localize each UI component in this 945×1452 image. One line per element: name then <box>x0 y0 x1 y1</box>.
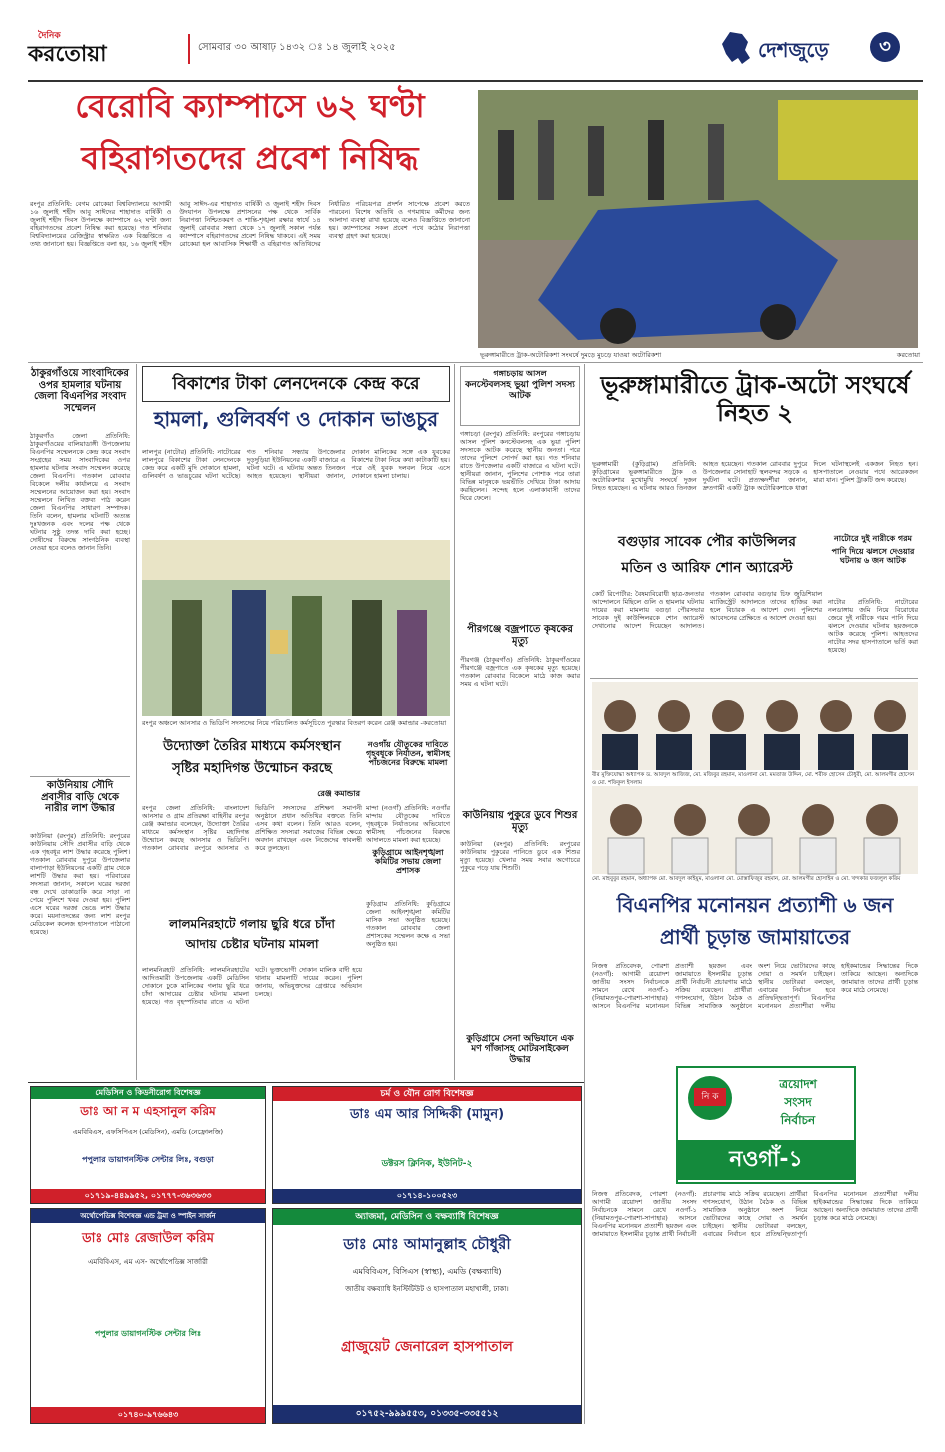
range-body: রংপুর জেলা প্রতিনিধি: বাংলাদেশ আনসার ও গ্রাম প্রতিরক্ষা বাহিনীর রংপুর রেঞ্জ কমান্ডার বলেছেন, উদ্যোক্তা তৈরির মাধ্যমে কর্মসংস্থান সৃষ্টির মহাদিগন্ত উন্মোচন করছে আনসার ও ভিডিপি। গতকাল রোববার রংপুরে আনসার ও ভিডিপি সদস্যদের প্রশিক্ষণ সমাপনী অনুষ্ঠানে প্রধান অতিথির বক্তব্যে তিনি এসব কথা বলেন। তিনি আরও বলেন, প্রশিক্ষিত সদস্যরা সমাজের বিভিন্ন ক্ষেত্রে অবদান রাখছেন এবং নিজেদের স্বাবলম্বী করে তুলছেন। <box>142 804 362 852</box>
ad3-hospital: পপুলার ডায়াগনস্টিক সেন্টার লিঃ <box>94 1329 202 1338</box>
kaunia-headline: কাউনিয়ায় সৌদি প্রবাসীর বাড়ি থেকে নারীর লাশ উদ্ধার <box>41 780 119 814</box>
bangladesh-map-icon <box>720 30 754 66</box>
ansar-vdp-event-illustration <box>142 540 450 716</box>
section-title: দেশজুড়ে <box>758 38 829 62</box>
thakurgaon-body: ঠাকুরগাঁও জেলা প্রতিনিধি: ঠাকুরগাঁওয়ের বালিয়াডাঙ্গী উপজেলায় বিএনপির সম্মেলনকে কেন্দ্র করে সংবাদ সংগ্রহের সময় সাংবাদিকের ওপর হামলার ঘটনায় সংবাদ সম্মেলন করেছে জেলা বিএনপি। গতকাল রোববার বিকেলে দলীয় কার্যালয়ে এ সংবাদ সম্মেলনের আয়োজন করা হয়। সংবাদ সম্মেলনে লিখিত বক্তব্য পাঠ করেন জেলা বিএনপির সাধারণ সম্পাদক। তিনি বলেন, হামলার ঘটনাটি অত্যন্ত দুঃখজনক এবং দলের পক্ষ থেকে ঘটনার সুষ্ঠু তদন্ত দাবি করা হচ্ছে। দোষীদের বিরুদ্ধে সাংগঠনিক ব্যবস্থা নেওয়া হবে বলেও জানান তিনি। <box>30 432 130 552</box>
portrait-caption-2: মো. মাহবুবুর রহমান, অধ্যাপক মো. আবদুল কাইয়ুম, মাওলানা মো. মোস্তাফিজুর রহমান, মো. আলমগীর হোসাইন ও মো. খন্দকার ফজলুল করিম <box>592 876 901 882</box>
bogura-headline-1: বগুড়ার সাবেক পৌর কাউন্সিলর <box>618 534 796 550</box>
lead-headline-1: বেরোবি ক্যাম্পাসে ৬২ ঘণ্টা <box>75 87 425 125</box>
pirganj-body: পীরগঞ্জ (ঠাকুরগাঁও) প্রতিনিধি: ঠাকুরগাঁওয়ের পীরগঞ্জে বজ্রপাতে এক কৃষকের মৃত্যু হয়েছে। গতকাল রোববার বিকেলে মাঠে কাজ করার সময় এ ঘটনা ঘটে। <box>460 656 580 688</box>
ad1-phone[interactable]: ০১৭১৯-৪৪৯৯৫২, ০১৭৭৭-৩৬৩৬৩৩ <box>31 1189 265 1203</box>
bikash-headline-1: বিকাশের টাকা লেনদেনকে কেন্দ্র করে <box>172 374 420 394</box>
ad-kidney-specialist[interactable] <box>30 1086 266 1204</box>
jamaat-body: নিজস্ব প্রতিবেদক, পোরশা (নওগাঁ): আগামী ত্রয়োদশ জাতীয় সংসদ নির্বাচনকে সামনে রেখে নওগাঁ-১ (নিয়ামতপুর-পোরশা-সাপাহার) আসনে বিএনপির মনোনয়ন প্রত্যাশী ছয়জন এবং জামায়াতে ইসলামীর চূড়ান্ত প্রার্থী নির্বাচনী প্রচারণায় মাঠে সক্রিয় রয়েছেন। প্রার্থীরা গণসংযোগ, উঠান বৈঠক ও বিভিন্ন সামাজিক অনুষ্ঠানে অংশ নিয়ে ভোটারদের কাছে দোয়া ও সমর্থন চাইছেন। স্থানীয় ভোটাররা বলছেন, এবারের নির্বাচন হবে প্রতিদ্বন্দ্বিতাপূর্ণ। বিএনপির মনোনয়ন প্রত্যাশীরা দলীয় হাইকমান্ডের সিদ্ধান্তের দিকে তাকিয়ে আছেন। অন্যদিকে জামায়াত তাদের প্রার্থী চূড়ান্ত করে মাঠে নেমেছে। <box>592 962 918 1010</box>
bogura-body: কোর্ট রিপোর্টার: বৈষম্যবিরোধী ছাত্র-জনতার আন্দোলনে মিছিলে গুলি ও হামলার ঘটনায় দায়ের করা মামলায় বগুড়া পৌরসভার সাবেক দুই কাউন্সিলরকে শোন অ্যারেস্ট দেখানোর আদেশ দিয়েছেন আদালত। গতকাল রোববার বগুড়ার চিফ জুডিশিয়াল ম্যাজিস্ট্রেট আদালতে তাদের হাজির করা হলে বিচারক এ আদেশ দেন। পুলিশের আবেদনের প্রেক্ষিতে এ আদেশ দেওয়া হয়। <box>592 590 822 630</box>
lead-body: রংপুর প্রতিনিধি: বেগম রোকেয়া বিশ্ববিদ্যালয়ে আগামী ১৬ জুলাই শহীদ আবু সাঈদের শাহাদাত বার্ষিকী ও জুলাই শহীদ দিবস উপলক্ষে ক্যাম্পাসে ৬২ ঘণ্টা জন্য বহিরাগতদের প্রবেশ নিষিদ্ধ করা হয়েছে। গত শনিবার বিশ্ববিদ্যালয়ের রেজিস্ট্রার স্বাক্ষরিত এক বিজ্ঞপ্তিতে এ তথ্য জানানো হয়। বিজ্ঞপ্তিতে বলা হয়, ১৬ জুলাই শহীদ আবু সাঈদ-এর শাহাদাত বার্ষিকী ও জুলাই শহীদ দিবস উদযাপন উপলক্ষে প্রশাসনের পক্ষ থেকে সার্বিক নিরাপত্তা নিশ্চিতকরণ ও শান্তি-শৃঙ্খলা রক্ষার স্বার্থে ১৪ জুলাই রোববার সন্ধ্যা থেকে ১৭ জুলাই সকাল পর্যন্ত ক্যাম্পাসে বহিরাগতদের প্রবেশ নিষিদ্ধ থাকবে। এই সময় রোকেয়া হল আবাসিক শিক্ষার্থী ও বহিরাগত অতিথিদের নির্ধারিত পরিচয়পত্র প্রদর্শন সাপেক্ষে প্রবেশ করতে পারবেন। বিশেষ অতিথি ও গণমাধ্যম কর্মীদের জন্য আলাদা ব্যবস্থা রাখা হয়েছে বলেও বিজ্ঞপ্তিতে জানানো হয়। ক্যাম্পাসের সকল প্রবেশ পথে কঠোর নিরাপত্তা ব্যবস্থা গ্রহণ করা হয়েছে। <box>30 200 470 248</box>
newspaper-logo <box>28 28 188 68</box>
page-number: ৩ <box>870 32 900 62</box>
lalmonirhat-headline-2: আদায় চেষ্টার ঘটনায় মামলা <box>185 936 319 951</box>
event-photo-caption: রংপুর অঞ্চলে আনসার ও ভিডিপি সদস্যদের নিয়ে পরিচালিত কর্মসূচিতে পুরস্কার বিতরণ করেন রেঞ্জ কমান্ডার -করতোয়া <box>142 719 447 727</box>
jamaat-headline-2: প্রার্থী চূড়ান্ত জামায়াতের <box>659 925 851 949</box>
ad1-title: মেডিসিন ও কিডনীরোগ বিশেষজ্ঞ <box>31 1087 265 1099</box>
kurigram-meeting-body: কুড়িগ্রাম প্রতিনিধি: কুড়িগ্রামে জেলা আইনশৃঙ্খলা কমিটির মাসিক সভা অনুষ্ঠিত হয়েছে। গতকাল রোববার জেলা প্রশাসকের সম্মেলন কক্ষে এ সভা অনুষ্ঠিত হয়। <box>366 900 450 948</box>
masthead-divider <box>188 34 190 64</box>
bogura-headline-2: মতিন ও আরিফ শোন অ্যারেস্ট <box>621 560 793 576</box>
ad4-hospital: গ্রাজুয়েট জেনারেল হাসপাতাল <box>341 1339 513 1355</box>
ad4-name: ডাঃ মোঃ আমানুল্লাহ চৌধুরী <box>343 1235 511 1253</box>
election-logo-text: নি ক <box>694 1088 726 1106</box>
logo-brand: করতোয়া <box>28 42 107 67</box>
ad1-degree: এমবিবিএস, এফসিপিএস (মেডিসিন), এমডি (নেফ্রোলজি) <box>72 1128 224 1136</box>
election-line-3: নির্বাচন <box>780 1113 816 1127</box>
jamaat-headline-1: বিএনপির মনোনয়ন প্রত্যাশী ৬ জন <box>616 893 894 917</box>
issue-date: সোমবার ৩০ আষাঢ় ১৪৩২ ঃ ১৪ জুলাই ২০২৫ <box>198 42 396 53</box>
candidate-portraits-icon <box>592 682 918 770</box>
ad2-phone[interactable]: ০১৭১৪-১০০৫২৩ <box>273 1189 581 1203</box>
natore-headline: পানি দিয়ে ঝলসে দেওয়ার ঘটনায় ৬ জন আটক <box>831 547 915 566</box>
ad-chest-specialist[interactable] <box>272 1208 582 1424</box>
portrait-row-1 <box>592 682 918 770</box>
ad1-name: ডাঃ আ ন ম এহসানুল করিম <box>80 1104 216 1118</box>
kaunia-child-headline: কাউনিয়ায় পুকুরে ডুবে শিশুর মৃত্যু <box>462 810 578 833</box>
range-headline-2: সৃষ্টির মহাদিগন্ত উন্মোচন করছে <box>172 761 332 776</box>
naogaon-dowry-headline: নওগাঁয় যৌতুকের দাবিতে গৃহবধূকে নির্যাতন, স্বামীসহ পাঁচজনের বিরুদ্ধে মামলা <box>366 740 450 768</box>
natore-body: নাটোর প্রতিনিধি: নাটোরের নলডাঙ্গায় জমি নিয়ে বিরোধের জেরে দুই নারীকে গরম পানি দিয়ে ঝলসে দেওয়ার ঘটনায় ছয়জনকে আটক করেছে পুলিশ। আহতদের নাটোর সদর হাসপাতালে ভর্তি করা হয়েছে। <box>828 598 918 654</box>
ad2-title: চর্ম ও যৌন রোগ বিশেষজ্ঞ <box>273 1087 581 1101</box>
logo-small-title: দৈনিক <box>38 31 61 41</box>
election-box <box>676 1066 856 1184</box>
ad1-hospital: পপুলার ডায়াগনস্টিক সেন্টার লিঃ, বগুড়া <box>82 1155 214 1164</box>
jamaat-portraits-icon <box>592 786 918 874</box>
lalmonirhat-headline-1: লালমনিরহাটে গলায় ছুরি ধরে চাঁদা <box>169 917 335 931</box>
jamaat-body-continued: নিজস্ব প্রতিবেদক, পোরশা (নওগাঁ): আগামী ত্রয়োদশ জাতীয় সংসদ নির্বাচনকে সামনে রেখে নওগাঁ-১ (নিয়ামতপুর-পোরশা-সাপাহার) আসনে বিএনপির মনোনয়ন প্রত্যাশী ছয়জন এবং জামায়াতে ইসলামীর চূড়ান্ত প্রার্থী নির্বাচনী প্রচারণায় মাঠে সক্রিয় রয়েছেন। প্রার্থীরা গণসংযোগ, উঠান বৈঠক ও বিভিন্ন সামাজিক অনুষ্ঠানে অংশ নিয়ে ভোটারদের কাছে দোয়া ও সমর্থন চাইছেন। স্থানীয় ভোটাররা বলছেন, এবারের নির্বাচন হবে প্রতিদ্বন্দ্বিতাপূর্ণ। বিএনপির মনোনয়ন প্রত্যাশীরা দলীয় হাইকমান্ডের সিদ্ধান্তের দিকে তাকিয়ে আছেন। অন্যদিকে জামায়াত তাদের প্রার্থী চূড়ান্ত করে মাঠে নেমেছে। <box>592 1190 918 1238</box>
column-rule <box>136 364 137 1080</box>
divider <box>590 678 918 679</box>
gangachara-kicker: গঙ্গাচড়ায় আসল <box>493 369 547 378</box>
photo-credit: করতোয়া <box>896 351 920 359</box>
section-badge <box>720 30 920 70</box>
ad3-degree: এমবিবিএস, এম এস- অর্থোপেডিক্স সার্জারী <box>88 1258 208 1266</box>
divider <box>28 362 923 363</box>
masthead-rule <box>28 80 923 82</box>
bikash-headline-2: হামলা, গুলিবর্ষণ ও দোকান ভাঙচুর <box>153 407 439 431</box>
kurigram-army-headline: কুড়িগ্রামে সেনা অভিযানে এক মণ গাঁজাসহ মোটরসাইকেল উদ্ধার <box>466 1034 574 1065</box>
range-headline-1: উদ্যোক্তা তৈরির মাধ্যমে কর্মসংস্থান <box>163 739 341 754</box>
ad-ortho-surgeon[interactable] <box>30 1208 266 1424</box>
ad3-name: ডাঃ মোঃ রেজাউল করিম <box>82 1231 214 1246</box>
ad4-sub: জাতীয় বক্ষব্যাধি ইনস্টিটিউট ও হাসপাতাল মহাখালী, ঢাকা। <box>345 1285 509 1293</box>
lalmonirhat-body: লালমনিরহাট প্রতিনিধি: লালমনিরহাটের আদিতমারী উপজেলায় একটি মেডিসিন দোকানে ঢুকে মালিকের গলায় ছুরি ধরে চাঁদা আদায়ের চেষ্টার ঘটনায় মামলা হয়েছে। গত বৃহস্পতিবার রাতে এ ঘটনা ঘটে। ভুক্তভোগী দোকান মালিক বাদী হয়ে থানায় মামলাটি দায়ের করেন। পুলিশ জানায়, অভিযুক্তদের গ্রেপ্তারে অভিযান চলছে। <box>142 966 362 1006</box>
ad4-degree: এমবিবিএস, বিসিএস (স্বাস্থ্য), এমডি (বক্ষব্যাধি) <box>352 1267 502 1276</box>
event-photo <box>142 540 450 716</box>
column-rule <box>454 364 455 1080</box>
ad-skin-specialist[interactable] <box>272 1086 582 1204</box>
range-byline: রেঞ্জ কমান্ডার <box>317 789 360 798</box>
ad2-name: ডাঃ এম আর সিদ্দিকী (মামুন) <box>349 1107 505 1122</box>
bikash-headline-box <box>142 366 450 402</box>
thakurgaon-headline: ঠাকুরগাঁওয়ে সাংবাদিকের ওপর হামলার ঘটনায় জেলা বিএনপির সংবাদ সম্মেলন <box>31 368 129 414</box>
election-logo <box>688 1076 732 1120</box>
election-line-2: সংসদ <box>784 1095 812 1109</box>
ad4-phone[interactable]: ০১৭৫২-৯৯৯৫৫৩, ০১৩৩৫-৩৩৫৫১২ <box>273 1405 581 1423</box>
ads-rule <box>28 1082 584 1083</box>
bhurungamari-headline: ভূরুঙ্গামারীতে ট্রাক-অটো সংঘর্ষে নিহত ২ <box>600 371 910 427</box>
bikash-body: লালপুর (নাটোর) প্রতিনিধি: নাটোরের লালপুরে বিকাশের টাকা লেনদেনকে কেন্দ্র করে একটি মুদি দোকানে হামলা, গুলিবর্ষণ ও ভাঙচুরের ঘটনা ঘটেছে। গত শনিবার সন্ধ্যায় উপজেলার দুড়দুড়িয়া ইউনিয়নের একটি বাজারে এ ঘটনা ঘটে। এ ঘটনায় অন্তত তিনজন আহত হয়েছেন। স্থানীয়রা জানান, দোকান মালিকের সঙ্গে এক যুবকের বিকাশের টাকা নিয়ে কথা কাটাকাটি হয়। পরে ওই যুবক দলবল নিয়ে এসে দোকানে হামলা চালায়। <box>142 448 450 480</box>
election-constituency: নওগাঁ-১ <box>678 1140 854 1180</box>
lead-headline-2: বহিরাগতদের প্রবেশ নিষিদ্ধ <box>81 139 419 177</box>
kurigram-meeting-headline: কুড়িগ্রামে আইনশৃঙ্খলা কমিটির সভায় জেলা প্রশাসক <box>372 848 444 876</box>
photo-caption: ভূরুঙ্গামারীতে ট্রাক-অটোরিকশা সংঘর্ষে দুমড়ে মুচড়ে যাওয়া অটোরিকশা <box>480 351 662 359</box>
ad2-clinic: ডক্টরস ক্লিনিক, ইউনিট-২ <box>381 1159 473 1169</box>
crashed-autorickshaw-illustration <box>478 90 918 348</box>
divider <box>30 776 130 777</box>
gangachara-headline: কনস্টেবলসহ ভুয়া পুলিশ সদস্য আটক <box>465 380 575 401</box>
gangachara-body: গঙ্গাচড়া (রংপুর) প্রতিনিধি: রংপুরের গঙ্গাচড়ায় আসল পুলিশ কনস্টেবলসহ এক ভুয়া পুলিশ সদস্যকে আটক করেছে স্থানীয় জনতা। পরে তাদের পুলিশে সোপর্দ করা হয়। গত শনিবার রাতে উপজেলার একটি বাজারে এ ঘটনা ঘটে। স্থানীয়রা জানান, পুলিশের পোশাক পরে তারা বিভিন্ন মানুষকে ভয়ভীতি দেখিয়ে টাকা আদায় করছিলেন। সন্দেহ হলে এলাকাবাসী তাদের ঘিরে ফেলে। <box>460 430 580 502</box>
accident-photo <box>478 90 918 348</box>
column-rule <box>584 364 585 1424</box>
masthead <box>0 0 945 80</box>
naogaon-dowry-body: মান্দা (নওগাঁ) প্রতিনিধি: নওগাঁর মান্দায় যৌতুকের দাবিতে গৃহবধূকে নির্যাতনের অভিযোগে স্বামীসহ পাঁচজনের বিরুদ্ধে আদালতে মামলা করা হয়েছে। <box>366 804 450 844</box>
pirganj-headline: পীরগঞ্জে বজ্রপাতে কৃষকের মৃত্যু <box>467 624 573 647</box>
ad4-title: অ্যাজমা, মেডিসিন ও বক্ষব্যাধি বিশেষজ্ঞ <box>273 1209 581 1225</box>
natore-kicker: নাটোরে দুই নারীকে গরম <box>833 534 912 543</box>
portrait-caption-1: বীর মুক্তিযোদ্ধা অধ্যাপক ড. আবদুল আজিজ, মো. মজিবুর রহমান, মাওলানা মো. মমতাজ উদ্দিন, মো. শরীফ হোসেন চৌধুরী, মো. আলমগীর হোসেন ও মো. শফিকুল ইসলাম <box>592 772 915 786</box>
ad3-phone[interactable]: ০১৭৪০-৯৭৬৬৪৩ <box>31 1407 265 1423</box>
ad3-title: অর্থোপেডিক্স বিশেষজ্ঞ এন্ড ট্রমা ও স্পাইন সার্জন <box>31 1209 265 1223</box>
kaunia-child-body: কাউনিয়া (রংপুর) প্রতিনিধি: রংপুরের কাউনিয়ায় পুকুরের পানিতে ডুবে এক শিশুর মৃত্যু হয়েছে। খেলার সময় সবার অগোচরে পুকুরে পড়ে যায় শিশুটি। <box>460 840 580 872</box>
kaunia-body: কাউনিয়া (রংপুর) প্রতিনিধি: রংপুরের কাউনিয়ায় সৌদি প্রবাসীর বাড়ি থেকে এক গৃহবধূর লাশ উদ্ধার করেছে পুলিশ। গতকাল রোববার দুপুরে উপজেলার বালাপাড়া ইউনিয়নের একটি গ্রাম থেকে লাশটি উদ্ধার করা হয়। পরিবারের সদস্যরা জানান, সকালে ঘরের দরজা বন্ধ দেখে ডাকাডাকি করে সাড়া না পেয়ে পুলিশে খবর দেওয়া হয়। পুলিশ এসে ঘরের দরজা ভেঙে লাশ উদ্ধার করে। ময়নাতদন্তের জন্য লাশ রংপুর মেডিকেল কলেজ হাসপাতালে পাঠানো হয়েছে। <box>30 832 130 936</box>
gangachara-headline-box <box>460 366 580 426</box>
bhurungamari-body: ভূরুঙ্গামারী (কুড়িগ্রাম) প্রতিনিধি: কুড়িগ্রামের ভূরুঙ্গামারীতে ট্রাক ও অটোরিকশার মুখোমুখি সংঘর্ষে দুজন নিহত হয়েছেন। এ ঘটনায় আরও তিনজন আহত হয়েছেন। গতকাল রোববার দুপুরে উপজেলার সোনাহাট স্থলবন্দর সড়কে এ দুর্ঘটনা ঘটে। প্রত্যক্ষদর্শীরা জানান, দ্রুতগামী একটি ট্রাক অটোরিকশাকে ধাক্কা দিলে ঘটনাস্থলেই একজন নিহত হন। হাসপাতালে নেওয়ার পথে আরেকজন মারা যান। পুলিশ ট্রাকটি জব্দ করেছে। <box>592 460 918 492</box>
lalmonirhat-headline-box <box>142 918 362 962</box>
natore-headline-box <box>828 534 918 594</box>
election-line-1: ত্রয়োদশ <box>779 1077 817 1091</box>
portrait-row-2 <box>592 786 918 874</box>
